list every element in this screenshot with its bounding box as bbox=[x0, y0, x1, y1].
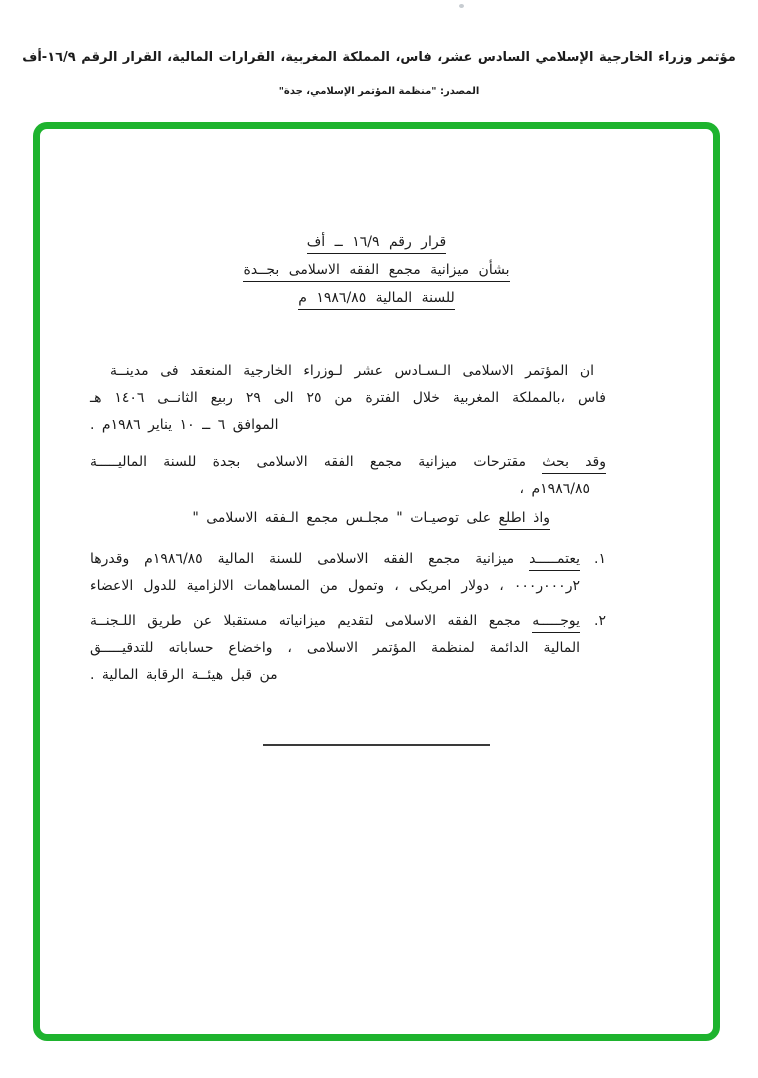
title-text-1: قرار رقم ١٦/٩ ــ أف bbox=[307, 234, 447, 254]
source-line: المصدر: "منظمة المؤتمر الإسلامي، جدة" bbox=[278, 86, 480, 97]
item-1-text bbox=[90, 546, 580, 600]
item-1-number: ١. bbox=[594, 551, 606, 567]
item-1-rest: ميزانية مجمع الفقه الاسلامى للسنة المالية ١٩٨٦/٨٥م وقدرها bbox=[90, 551, 515, 567]
item-2-text bbox=[90, 608, 580, 689]
preamble-p1-line1: ان المؤتمر الاسلامى الـسـادس عشر لـوزراء الخارجية المنعقد فى مدينــة bbox=[110, 363, 594, 379]
scan-speck bbox=[459, 4, 464, 8]
preamble-p3-rest: على توصيـات " مجلـس مجمع الـفقه الاسلامى " bbox=[192, 510, 492, 526]
item-1-line-1 bbox=[90, 546, 580, 573]
list-item-2 bbox=[90, 608, 606, 689]
resolution-title-line-3 bbox=[33, 290, 720, 306]
preamble-p3-lead: واذ اطلع bbox=[499, 510, 550, 530]
item-2-lead: يوجـــــه bbox=[532, 613, 580, 633]
item-2-line-2: المالية الدائمة لمنظمة المؤتمر الاسلامى ، واخضاع حساباته للتدقيـــــق bbox=[90, 640, 580, 656]
citation-header: مؤتمر وزراء الخارجية الإسلامي السادس عشر، فاس، المملكة المغربية، القرارات المالية، القرار الرقم ١٦/٩-أف bbox=[22, 50, 736, 65]
preamble-p2-line1 bbox=[90, 449, 606, 476]
preamble-p1-line3: الموافق ٦ ــ ١٠ يناير ١٩٨٦م . bbox=[90, 417, 279, 433]
item-2-number: ٢. bbox=[594, 613, 606, 629]
preamble-p2-lead: وقد بحث bbox=[542, 454, 606, 474]
resolution-title-line-1 bbox=[33, 234, 720, 250]
item-1-line-2: ٢ر٠٠٠ر٠٠٠ ، دولار امريكى ، وتمول من المساهمات الالزامية للدول الاعضاء bbox=[90, 578, 580, 594]
item-2-line-3: من قبل هيئــة الرقابة المالية . bbox=[90, 667, 278, 683]
title-text-2: بشأن ميزانية مجمع الفقه الاسلامى بجــدة bbox=[243, 262, 509, 282]
preamble-p1-line2: فاس ،بالمملكة المغربية خلال الفترة من ٢٥ الى ٢٩ ربيع الثانــى ١٤٠٦ هـ bbox=[90, 390, 606, 406]
item-2-line-1 bbox=[90, 608, 580, 635]
preamble-p2-rest: مقترحات ميزانية مجمع الفقه الاسلامى بجدة للسنة الماليـــــة bbox=[90, 454, 527, 470]
item-2-rest: مجمع الفقه الاسلامى لتقديم ميزانياته مستقبلا عن طريق اللـجنــة bbox=[90, 613, 521, 629]
item-1-lead: يعتمـــــد bbox=[529, 551, 580, 571]
resolution-title-line-2 bbox=[33, 262, 720, 278]
preamble-p2-line2: ١٩٨٦/٨٥م ، bbox=[519, 481, 590, 497]
signature-rule bbox=[263, 744, 490, 746]
preamble-p3 bbox=[190, 505, 550, 532]
list-item-1 bbox=[90, 546, 606, 600]
title-text-3: للسنة المالية ١٩٨٦/٨٥ م bbox=[298, 290, 455, 310]
